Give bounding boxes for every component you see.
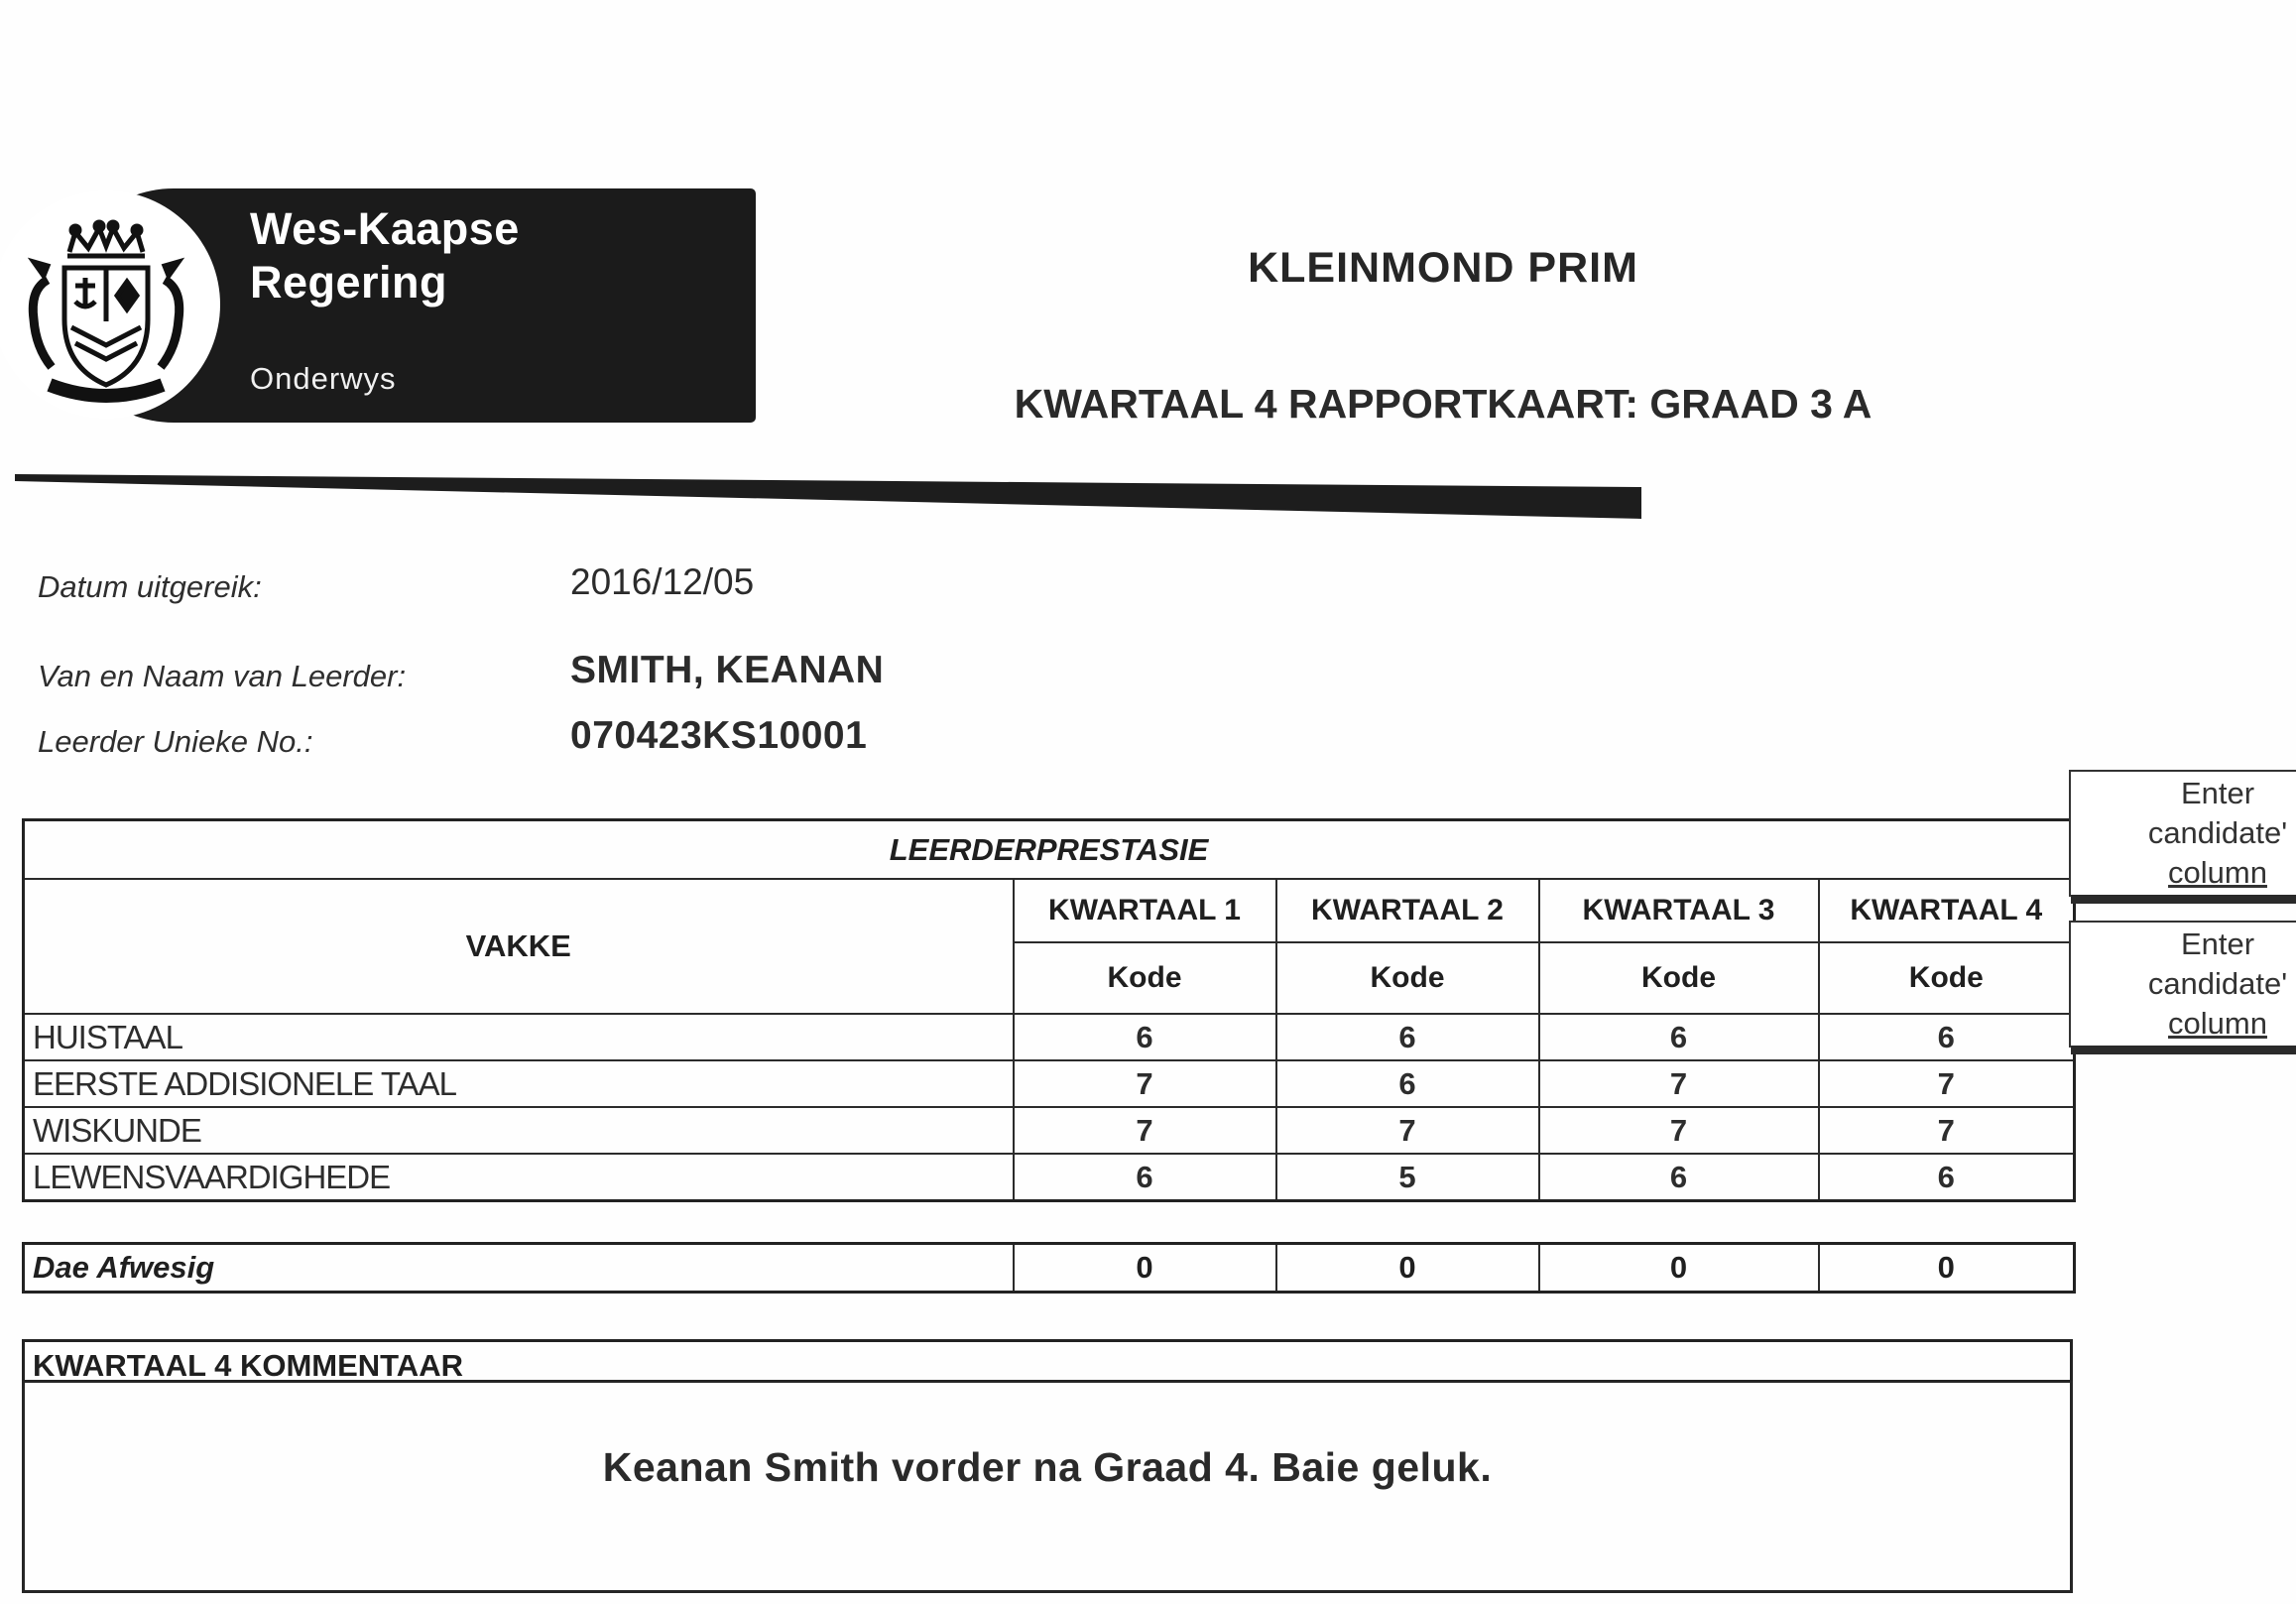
subjects-header: VAKKE [24,879,1014,1014]
date-issued-label: Datum uitgereik: [38,569,262,604]
code-cell: 6 [1276,1060,1539,1107]
learner-id-value: 070423KS10001 [570,714,868,757]
absence-cell: 0 [1276,1244,1539,1293]
subject-cell: EERSTE ADDISIONELE TAAL [24,1060,1014,1107]
table-row [24,1060,2075,1107]
table-title-row [24,820,2075,880]
code-cell: 6 [1539,1014,1819,1060]
code-cell: 6 [1014,1154,1276,1201]
comment-header: KWARTAAL 4 KOMMENTAAR [22,1339,2073,1383]
term-header-row [24,879,2075,942]
logo-department: Onderwys [250,361,397,396]
code-header: Kode [1539,942,1819,1014]
absence-cell: 0 [1014,1244,1276,1293]
side-note-box [2069,921,2296,1048]
side-note-line: candidate' [2147,815,2288,850]
code-cell: 6 [1276,1014,1539,1060]
side-note-divider [2071,1046,2296,1054]
report-title: KWARTAAL 4 RAPPORTKAART: GRAAD 3 A [1014,381,1873,427]
side-note-line: column [2168,855,2267,890]
code-cell: 7 [1276,1107,1539,1154]
wcg-logo [0,188,756,423]
term-header: KWARTAAL 3 [1539,879,1819,942]
table-row [24,1014,2075,1060]
code-cell: 7 [1819,1060,2075,1107]
side-note-line: Enter [2180,776,2255,810]
side-note-divider [2071,895,2296,904]
side-note-line: Enter [2180,926,2255,961]
code-cell: 7 [1014,1060,1276,1107]
results-table [22,818,2076,1202]
subject-cell: WISKUNDE [24,1107,1014,1154]
comment-text: Keanan Smith vorder na Graad 4. Baie geluk. [602,1444,1493,1490]
side-note-line: candidate' [2147,966,2288,1001]
logo-text [250,202,520,397]
date-issued-value: 2016/12/05 [570,561,755,602]
subject-cell: HUISTAAL [24,1014,1014,1060]
code-header: Kode [1014,942,1276,1014]
absence-table [22,1242,2076,1294]
code-cell: 7 [1539,1060,1819,1107]
school-name: KLEINMOND PRIM [1248,244,1638,292]
side-note-line: column [2168,1006,2267,1041]
learner-name-value: SMITH, KEANAN [570,649,885,691]
code-cell: 5 [1276,1154,1539,1201]
side-note-box [2069,770,2296,897]
code-cell: 6 [1819,1014,2075,1060]
table-row [24,1107,2075,1154]
coat-of-arms-icon [0,190,220,419]
code-header: Kode [1819,942,2075,1014]
code-header: Kode [1276,942,1539,1014]
table-title: LEERDERPRESTASIE [24,820,2075,880]
code-cell: 6 [1014,1014,1276,1060]
logo-circle [0,190,220,419]
term-header: KWARTAAL 2 [1276,879,1539,942]
logo-org-line1: Wes-Kaapse [250,203,520,254]
code-cell: 7 [1819,1107,2075,1154]
learner-name-label: Van en Naam van Leerder: [38,659,407,693]
table-row [24,1154,2075,1201]
learner-id-label: Leerder Unieke No.: [38,724,313,759]
divider-line [0,466,1686,526]
absence-row [24,1244,2075,1293]
code-cell: 7 [1014,1107,1276,1154]
code-cell: 6 [1819,1154,2075,1201]
term-header: KWARTAAL 1 [1014,879,1276,942]
term-header: KWARTAAL 4 [1819,879,2075,942]
code-cell: 7 [1539,1107,1819,1154]
comment-box [22,1381,2073,1593]
absence-cell: 0 [1539,1244,1819,1293]
absence-label: Dae Afwesig [24,1244,1014,1293]
code-cell: 6 [1539,1154,1819,1201]
absence-cell: 0 [1819,1244,2075,1293]
subject-cell: LEWENSVAARDIGHEDE [24,1154,1014,1201]
logo-org-line2: Regering [250,257,448,308]
